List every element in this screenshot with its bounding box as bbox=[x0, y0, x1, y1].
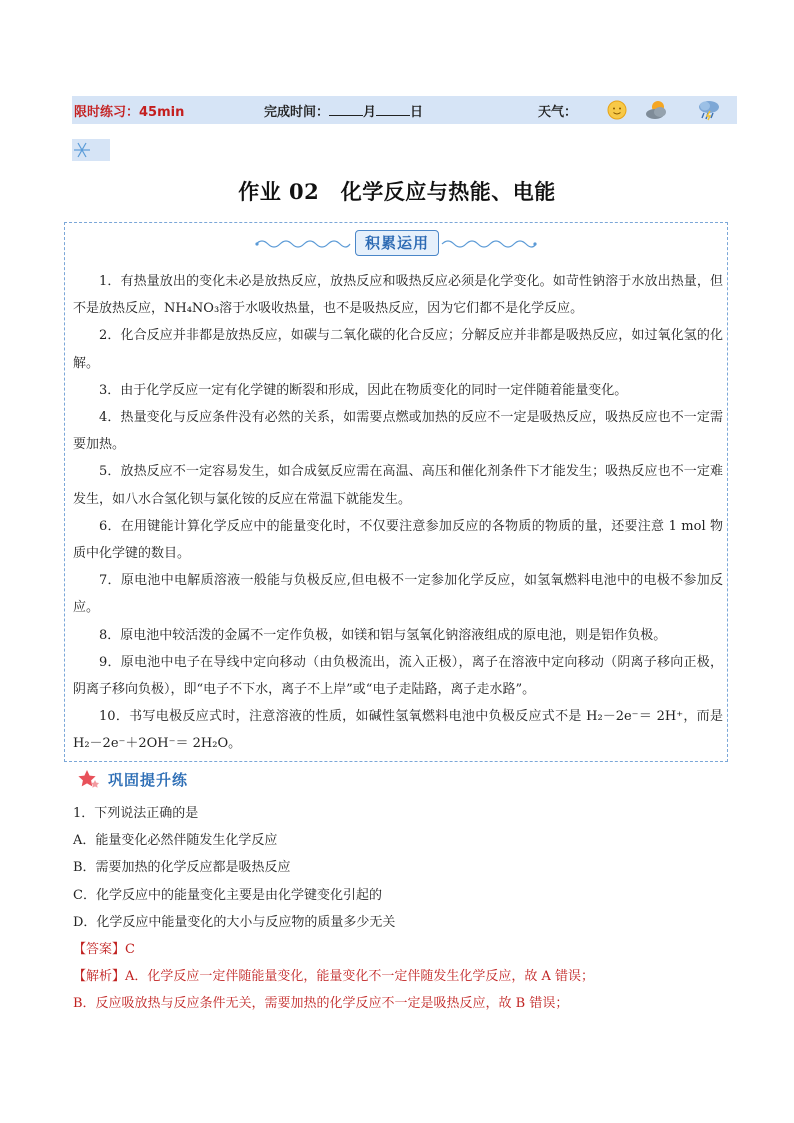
question-block bbox=[73, 800, 723, 1018]
summary-point: 3．由于化学反应一定有化学键的断裂和形成，因此在物质变化的同时一定伴随着能量变化。 bbox=[99, 382, 628, 398]
snowflake-tile bbox=[72, 139, 110, 161]
wave-decoration-left bbox=[254, 237, 352, 251]
storm-icon bbox=[696, 98, 722, 122]
answer-label: 【答案】 bbox=[73, 942, 126, 958]
analysis-text: A．化学反应一定伴随能量变化，能量变化不一定伴随发生化学反应，故 A 错误； bbox=[125, 969, 595, 985]
summary-point: 5．放热反应不一定容易发生，如合成氨反应需在高温、高压和催化剂条件下才能发生；吸热反应也不一定难发生，如八水合氢化钡与氯化铵的反应在常温下就能发生。 bbox=[73, 464, 723, 507]
summary-point: 7．原电池中电解质溶液一般能与负极反应,但电极不一定参加化学反应，如氢氧燃料电池中的电极不参加反应。 bbox=[73, 573, 723, 616]
time-limit-value: 45min bbox=[139, 104, 185, 120]
option-c: C．化学反应中的能量变化主要是由化学键变化引起的 bbox=[73, 887, 382, 903]
answer-line bbox=[73, 936, 723, 963]
header-bar bbox=[72, 96, 737, 124]
time-limit-label: 限时练习： bbox=[74, 104, 140, 120]
summary-point: 1．有热量放出的变化未必是放热反应，放热反应和吸热反应必须是化学变化。如苛性钠溶于水放出热量，但不是放热反应，NH₄NO₃溶于水吸收热量，也不是吸热反应，因为它们都不是化学反应。 bbox=[73, 274, 723, 317]
month-label: 月 bbox=[363, 104, 377, 120]
summary-point: 2．化合反应并非都是放热反应，如碳与二氧化碳的化合反应；分解反应并非都是吸热反应，如过氧化氢的化解。 bbox=[73, 328, 723, 371]
summary-point: 9．原电池中电子在导线中定向移动（由负极流出，流入正极），离子在溶液中定向移动（阴离子移向正极，阴离子移向负极），即“电子不下水，离子不上岸”或“电子走陆路，离子走水路”。 bbox=[73, 654, 723, 698]
star-icon bbox=[76, 768, 102, 790]
option-a: A．能量变化必然伴随发生化学反应 bbox=[73, 833, 278, 849]
option-b: B．需要加热的化学反应都是吸热反应 bbox=[73, 860, 291, 876]
analysis-line: B．反应吸放热与反应条件无关，需要加热的化学反应不一定是吸热反应，故 B 错误； bbox=[73, 996, 569, 1012]
completion-time-label: 完成时间： bbox=[264, 104, 330, 120]
summary-point: 8．原电池中较活泼的金属不一定作负极，如镁和铝与氢氧化钠溶液组成的原电池，则是铝作负极。 bbox=[99, 627, 667, 643]
answer-value: C bbox=[125, 942, 135, 958]
wave-decoration-right bbox=[440, 237, 538, 251]
option-d: D．化学反应中能量变化的大小与反应物的质量多少无关 bbox=[73, 914, 396, 930]
question-stem: 1．下列说法正确的是 bbox=[73, 806, 199, 821]
practice-section-header bbox=[76, 768, 188, 790]
weather-label: 天气： bbox=[538, 104, 578, 120]
summary-points bbox=[73, 268, 723, 758]
snowflake-icon bbox=[72, 139, 110, 161]
practice-section-label: 巩固提升练 bbox=[108, 770, 189, 789]
completion-time bbox=[264, 101, 423, 120]
summary-point: 6．在用键能计算化学反应中的能量变化时，不仅要注意参加反应的各物质的物质的量，还要注意 1 mol 物质中化学键的数目。 bbox=[73, 518, 723, 562]
day-label: 日 bbox=[410, 104, 424, 120]
month-blank bbox=[329, 103, 363, 116]
sun-icon bbox=[604, 98, 630, 122]
summary-point: 10．书写电极反应式时，注意溶液的性质，如碱性氢氧燃料电池中负极反应式不是 H₂－2e⁻＝ 2H⁺，而是 H₂－2e⁻＋2OH⁻＝ 2H₂O。 bbox=[73, 709, 723, 752]
summary-point: 4．热量变化与反应条件没有必然的关系，如需要点燃或加热的反应不一定是吸热反应，吸热反应也不一定需要加热。 bbox=[73, 410, 723, 453]
summary-badge: 积累运用 bbox=[355, 230, 439, 256]
day-blank bbox=[376, 103, 410, 116]
page-title: 作业 02 化学反应与热能、电能 bbox=[238, 179, 556, 204]
analysis-label: 【解析】 bbox=[73, 969, 126, 985]
analysis-line bbox=[73, 963, 723, 990]
time-limit bbox=[74, 101, 184, 120]
partly-cloudy-icon bbox=[644, 98, 670, 122]
